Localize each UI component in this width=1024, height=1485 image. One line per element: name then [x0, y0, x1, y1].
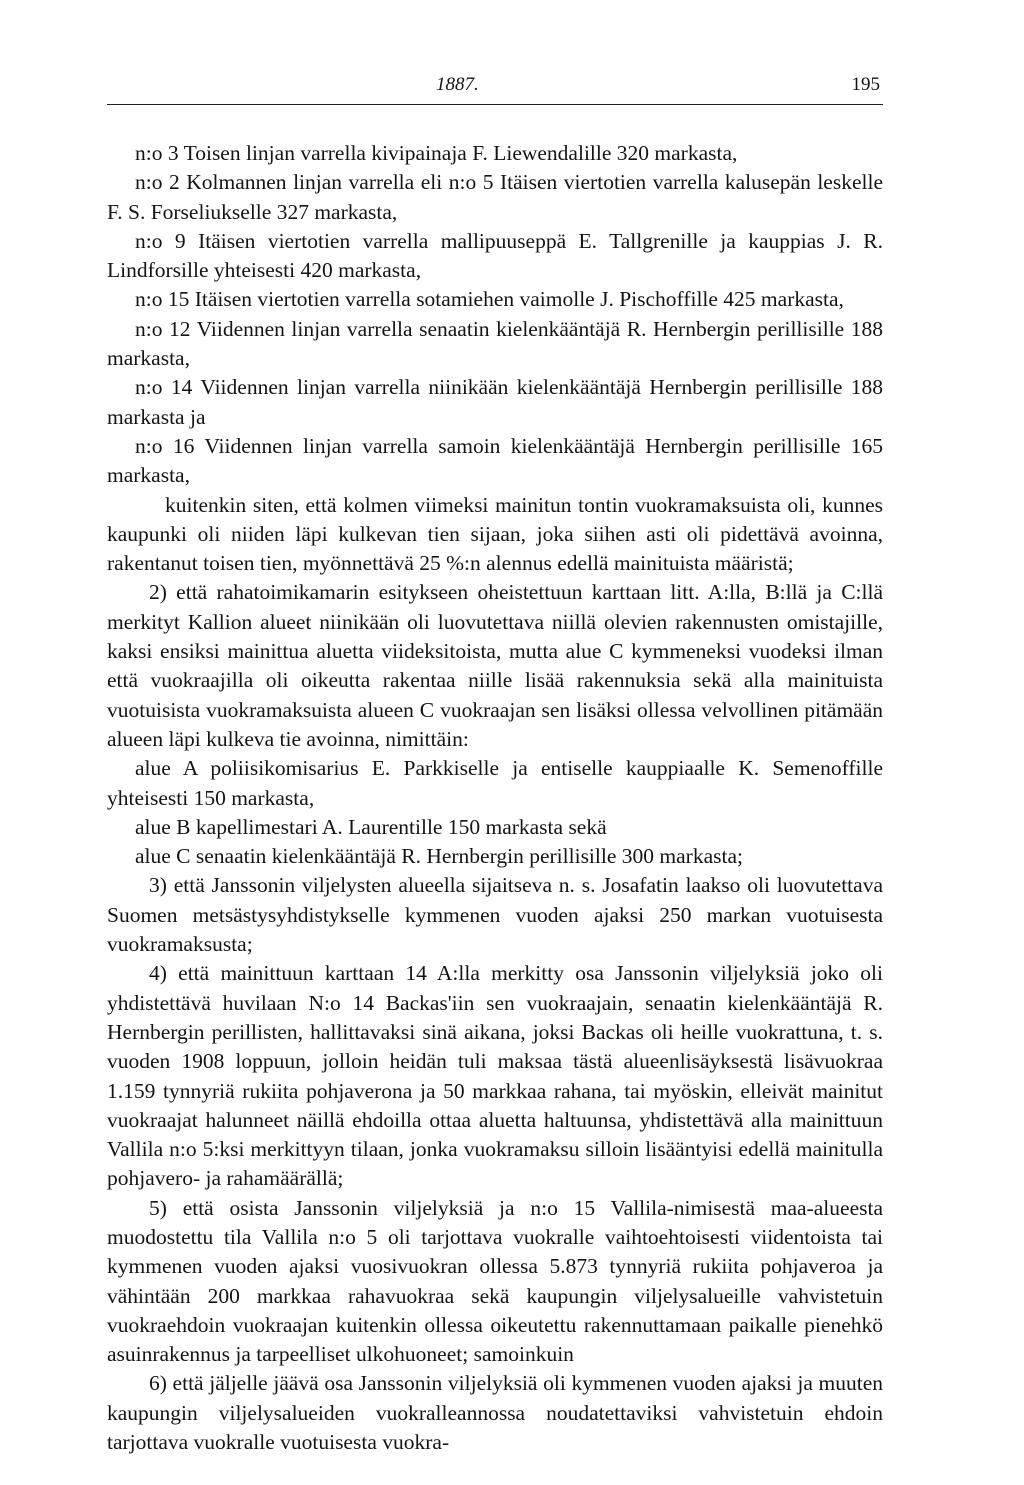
- header-year: 1887.: [436, 74, 479, 95]
- paragraph-item-6: 6) että jäljelle jäävä osa Janssonin viljelyksiä oli kymmenen vuoden ajaksi ja muuten kaupungin viljelysalueiden vuokralleannossa noudatettaviksi vahvistetuin ehdoin tarjottava vuokralle vuotuisesta vuokra-: [107, 1371, 883, 1455]
- paragraph-lot-15: n:o 15 Itäisen viertotien varrella sotamiehen vaimolle J. Pischoffille 425 markasta,: [135, 287, 844, 312]
- paragraph-lot-16: n:o 16 Viidennen linjan varrella samoin kielenkääntäjä Hernbergin perillisille 165 markasta,: [107, 433, 883, 488]
- paragraph-area-c: alue C senaatin kielenkääntäjä R. Hernbergin perillisille 300 markasta;: [135, 844, 743, 869]
- paragraph-item-5: 5) että osista Janssonin viljelyksiä ja n:o 15 Vallila-nimisestä maa-alueesta muodostettu tila Vallila n:o 5 oli tarjottava vuokralle vaihtoehtoisesti viidentoista tai kymmenen vuoden ajaksi vuosivuokran ollessa 5.873 tynnyriä rukiita pohjaveroa ja vähintään 200 markkaa rahavuokraa sekä kaupungin viljelysalueille vahvistetuin vuokraehdoin vuokraajan kuitenkin ollessa oikeutettu rakennuttamaan paikalle pienehkö asuinrakennus ja tarpeelliset ulkohuoneet; samoinkuin: [107, 1195, 883, 1367]
- paragraph-lot-12: n:o 12 Viidennen linjan varrella senaatin kielenkääntäjä R. Hernbergin perillisille 188 markasta,: [107, 316, 883, 371]
- paragraph-item-4: 4) että mainittuun karttaan 14 A:lla merkitty osa Janssonin viljelyksiä joko oli yhdistettävä huvilaan N:o 14 Backas'iin sen vuokraajain, senaatin kielenkääntäjä R. Hernbergin perillisten, hallittavaksi sinä aikana, joksi Backas oli heille vuokrattuna, t. s. vuoden 1908 loppuun, jolloin heidän tuli maksaa tästä alueenlisäyksestä lisävuokraa 1.159 tynnyriä rukiita pohjaverona ja 50 markkaa rahana, tai myöskin, elleivät mainitut vuokraajat halunneet näillä ehdoilla ottaa aluetta haltuunsa, yhdistettävä alla mainittuun Vallila n:o 5:ksi merkittyyn tilaan, jonka vuokramaksu silloin lisääntyisi edellä mainitulla pohjavero- ja rahamäärällä;: [107, 961, 883, 1191]
- paragraph-condition: kuitenkin siten, että kolmen viimeksi mainitun tontin vuokramaksuista oli, kunnes kaupunki oli niiden läpi kulkevan tien sijaan, joka siihen asti oli pidettävä avoinna, rakentanut toisen tien, myönnettävä 25 %:n alennus edellä mainituista määristä;: [107, 492, 883, 576]
- paragraph-lot-2: n:o 2 Kolmannen linjan varrella eli n:o 5 Itäisen viertotien varrella kalusepän leskelle F. S. Forseliukselle 327 markasta,: [107, 170, 883, 224]
- paragraph-area-a: alue A poliisikomisarius E. Parkkiselle ja entiselle kauppiaalle K. Semenoffille yhteisesti 150 markasta,: [107, 756, 883, 810]
- running-header: [107, 72, 883, 105]
- document-page: [107, 72, 883, 1457]
- paragraph-item-3: 3) että Janssonin viljelysten alueella sijaitseva n. s. Josafatin laakso oli luovutettava Suomen metsästysyhdistykselle kymmenen vuoden ajaksi 250 markan vuotuisesta vuokramaksusta;: [107, 873, 883, 957]
- page-number: 195: [851, 74, 880, 95]
- paragraph-lot-3: n:o 3 Toisen linjan varrella kivipainaja F. Liewendalille 320 markasta,: [135, 141, 738, 165]
- paragraph-area-b: alue B kapellimestari A. Laurentille 150 markasta sekä: [135, 814, 607, 839]
- paragraph-item-2: 2) että rahatoimikamarin esitykseen oheistettuun karttaan litt. A:lla, B:llä ja C:llä merkityt Kallion alueet niinikään oli luovutettava niillä olevien rakennusten omistajille, kaksi ensiksi mainittua aluetta viideksitoista, mutta alue C kymmeneksi vuodeksi ilman että vuokraajilla oli oikeutta rakentaa niille lisää rakennuksia sekä alla mainituista vuotuisista vuokramaksuista alueen C vuokraajan sen lisäksi ollessa velvollinen pitämään alueen läpi kulkeva tie avoinna, nimittäin:: [107, 580, 883, 751]
- document-body: [107, 139, 883, 1457]
- paragraph-lot-9: n:o 9 Itäisen viertotien varrella mallipuuseppä E. Tallgrenille ja kauppias J. R. Lindforsille yhteisesti 420 markasta,: [107, 228, 883, 283]
- paragraph-lot-14: n:o 14 Viidennen linjan varrella niinikään kielenkääntäjä Hernbergin perillisille 188 markasta ja: [107, 375, 883, 429]
